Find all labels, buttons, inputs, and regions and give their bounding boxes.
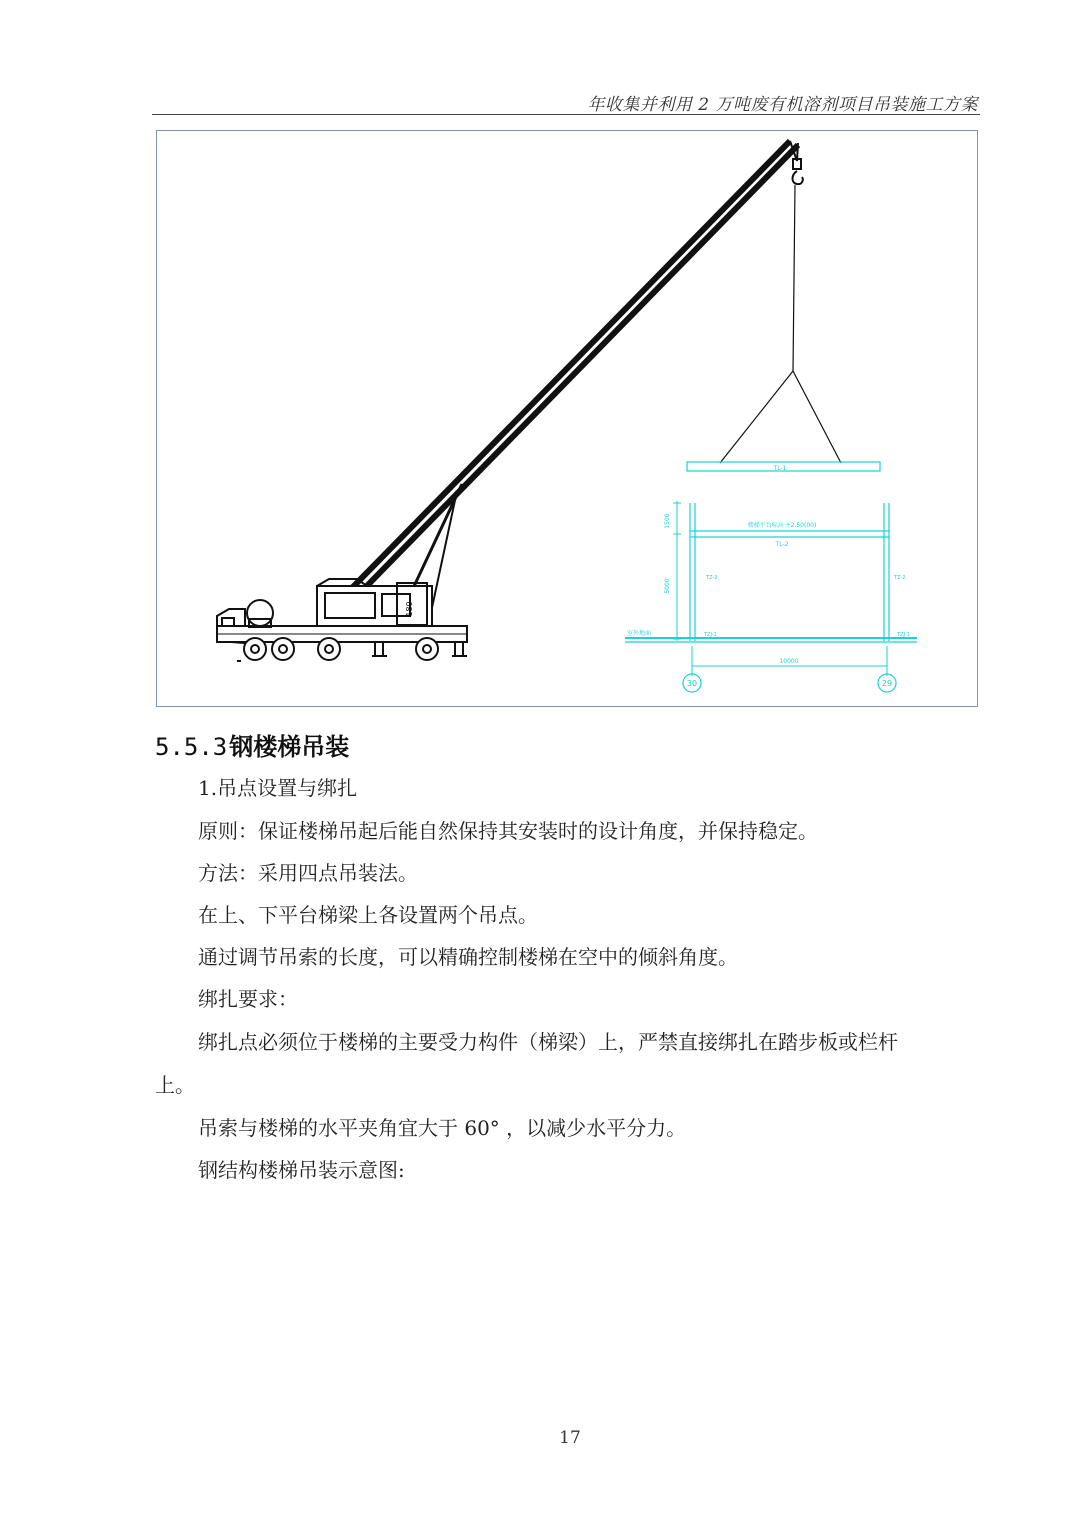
paragraph-6: 绑扎要求：: [198, 987, 298, 1011]
base-right-label: TZJ-1: [897, 632, 910, 638]
crane-lifting-figure: [156, 130, 978, 707]
column-right-label: TZ-2: [894, 575, 906, 581]
paragraph-1: 1.吊点设置与绑扎: [198, 776, 358, 800]
ground-mark: 室外地面: [626, 630, 652, 637]
section-title-text: 钢楼梯吊装: [229, 733, 350, 761]
suspended-beam: [687, 462, 880, 472]
axis-right-label: 29: [881, 679, 893, 688]
dim-top: 1500: [664, 513, 671, 529]
paragraph-7-line-2: 上。: [155, 1073, 195, 1097]
structure-drawing: [625, 501, 917, 692]
dim-mid: 5000: [664, 578, 671, 594]
mid-beam-label: TL-2: [775, 541, 789, 548]
paragraph-3: 方法：采用四点吊装法。: [198, 861, 418, 885]
section-number: 5.5.3: [155, 733, 228, 761]
axis-left-label: 30: [686, 679, 698, 688]
paragraph-4: 在上、下平台梯梁上各设置两个吊点。: [198, 903, 538, 927]
paragraph-8: 吊索与楼梯的水平夹角宜大于 60° ，以减少水平分力。: [198, 1116, 687, 1140]
upper-beam-label: TL-1: [773, 465, 787, 472]
paragraph-2: 原则：保证楼梯吊起后能自然保持其安装时的设计角度，并保持稳定。: [198, 819, 818, 843]
dim-bottom: 10000: [779, 658, 799, 665]
crane-truck: [217, 579, 467, 661]
header-rule: [152, 114, 980, 115]
paragraph-5: 通过调节吊索的长度，可以精确控制楼梯在空中的倾斜角度。: [198, 945, 738, 969]
paragraph-9: 钢结构楼梯吊装示意图:: [198, 1158, 405, 1182]
paragraph-7-line-1: 绑扎点必须位于楼梯的主要受力构件（梯梁）上，严禁直接绑扎在踏步板或栏杆: [198, 1030, 898, 1054]
cab-mark: 180: [405, 601, 414, 617]
running-header: 年收集并利用 2 万吨废有机溶剂项目吊装施工方案: [587, 95, 978, 115]
top-beam-note: 楼梯平台标高 +2.50(00): [747, 522, 817, 529]
section-heading: [155, 727, 349, 762]
hoist-rope: [720, 185, 841, 463]
crane-boom: [346, 141, 798, 631]
base-left-label: TZJ-1: [704, 632, 717, 638]
page-number: 17: [559, 1428, 581, 1448]
column-left-label: TZ-2: [706, 575, 718, 581]
crane-drawing: [157, 131, 979, 708]
